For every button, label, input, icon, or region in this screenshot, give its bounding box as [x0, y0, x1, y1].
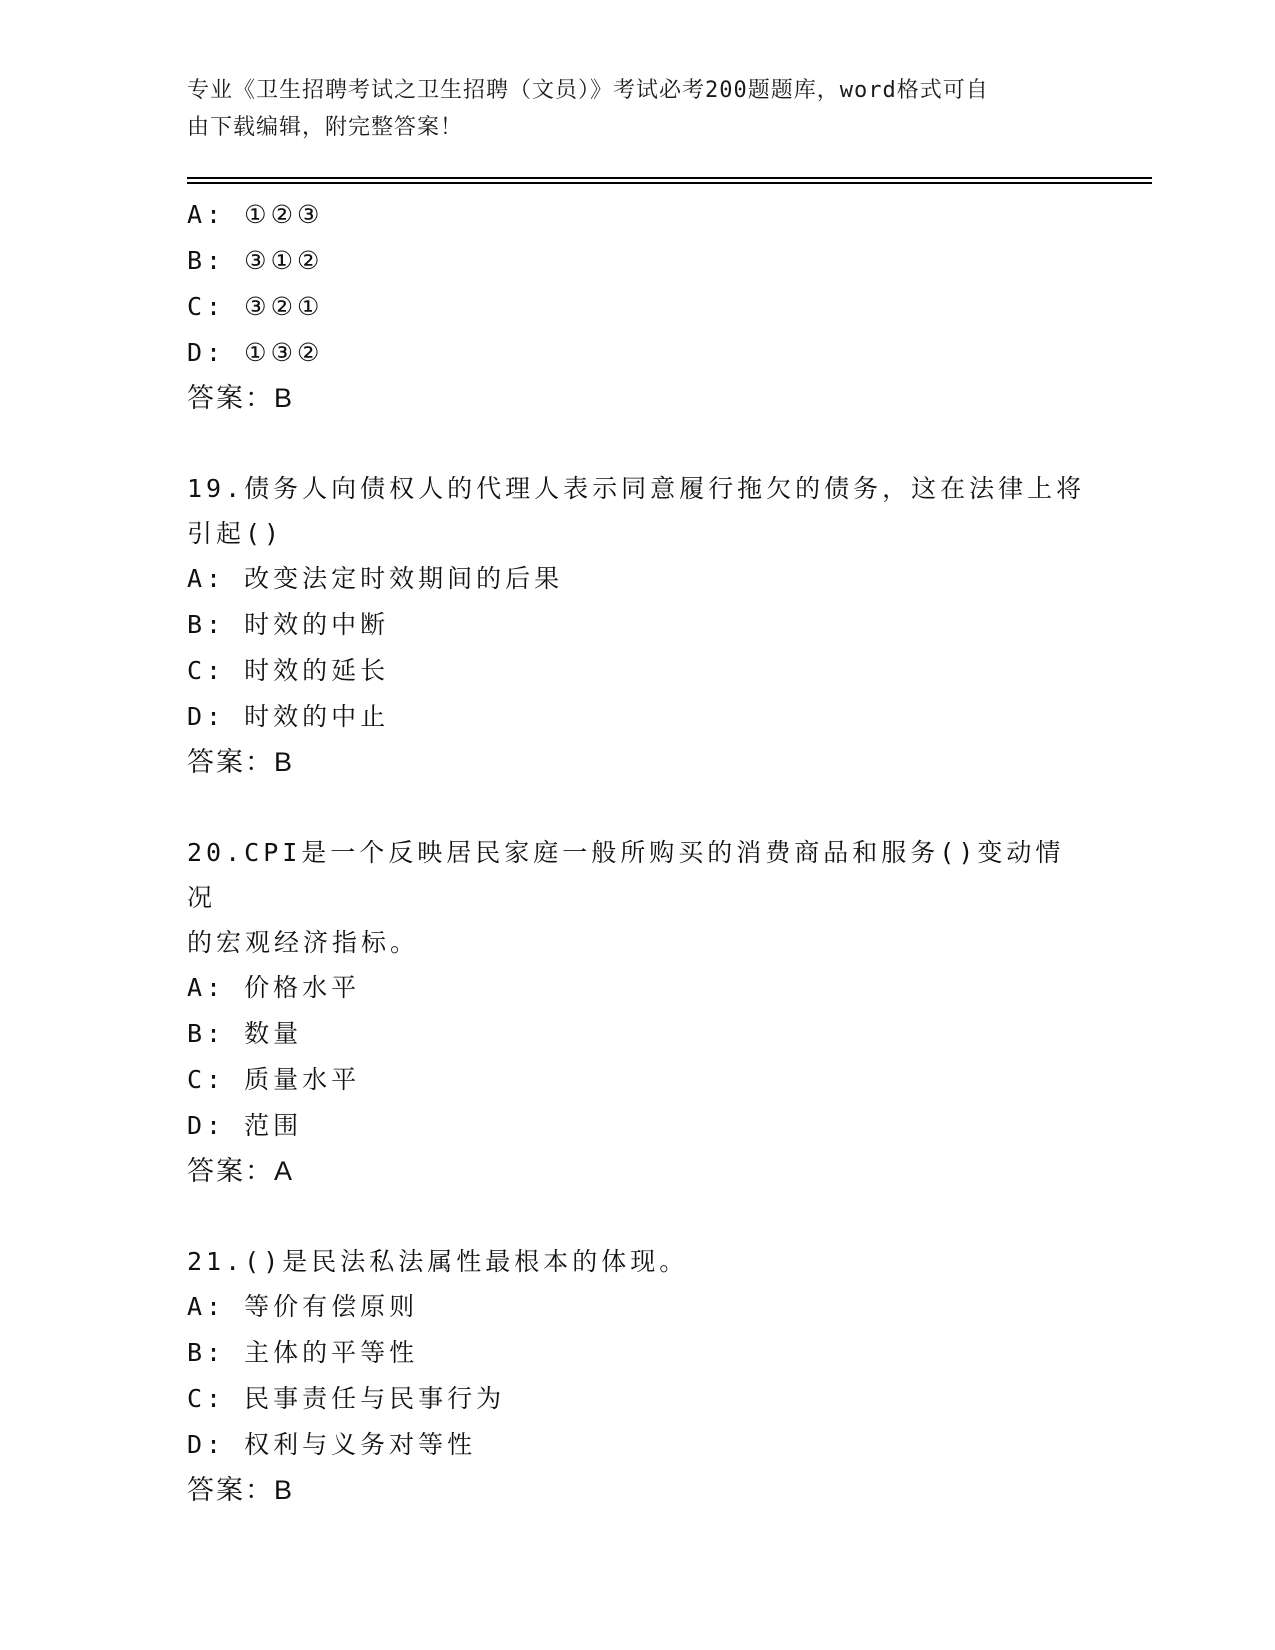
stem-line: 21.()是民法私法属性最根本的体现。: [187, 1247, 689, 1276]
question-list: [187, 192, 1087, 1512]
option-text: 时效的延长: [244, 656, 390, 685]
document-header: [187, 72, 1067, 146]
option-letter: B:: [187, 610, 226, 639]
question-stem: [187, 1239, 1087, 1284]
question-19: [187, 466, 1087, 784]
stem-line: 引起(): [187, 519, 284, 548]
option-text: ①③②: [244, 338, 324, 367]
answer-line: 答案：B: [187, 383, 295, 413]
header-line-2: 由下载编辑，附完整答案！: [187, 115, 464, 140]
option-letter: D:: [187, 1430, 226, 1459]
option-text: 改变法定时效期间的后果: [244, 564, 564, 593]
option-letter: A:: [187, 973, 226, 1002]
stem-line: 的宏观经济指标。: [187, 928, 420, 957]
option-text: 质量水平: [244, 1065, 361, 1094]
option-c: [187, 648, 1087, 694]
answer-line: 答案：A: [187, 1156, 295, 1186]
option-c: [187, 1057, 1087, 1103]
option-letter: A:: [187, 1292, 226, 1321]
question-stem: [187, 466, 1087, 556]
stem-line: 20.CPI是一个反映居民家庭一般所购买的消费商品和服务()变动情况: [187, 838, 1065, 912]
option-letter: B:: [187, 246, 226, 275]
option-text: 价格水平: [244, 973, 361, 1002]
option-b: [187, 602, 1087, 648]
option-letter: B:: [187, 1338, 226, 1367]
option-d: [187, 1422, 1087, 1468]
option-letter: A:: [187, 564, 226, 593]
option-a: [187, 556, 1087, 602]
option-text: ①②③: [244, 200, 324, 229]
option-text: 时效的中断: [244, 610, 390, 639]
option-text: 数量: [244, 1019, 303, 1048]
option-text: 民事责任与民事行为: [244, 1384, 506, 1413]
option-b: [187, 1011, 1087, 1057]
option-d: [187, 694, 1087, 740]
stem-line: 19.债务人向债权人的代理人表示同意履行拖欠的债务，这在法律上将: [187, 474, 1086, 503]
header-line-1: 专业《卫生招聘考试之卫生招聘（文员）》考试必考200题题库，word格式可自: [187, 78, 989, 103]
option-b: [187, 238, 1087, 284]
option-d: [187, 330, 1087, 376]
option-a: [187, 965, 1087, 1011]
option-letter: B:: [187, 1019, 226, 1048]
option-letter: C:: [187, 1384, 226, 1413]
answer-line: 答案：B: [187, 1475, 295, 1505]
option-c: [187, 284, 1087, 330]
question-stem: [187, 830, 1087, 965]
option-text: 主体的平等性: [244, 1338, 419, 1367]
option-text: ③①②: [244, 246, 324, 275]
header-divider-bottom: [187, 182, 1152, 184]
option-text: ③②①: [244, 292, 324, 321]
option-d: [187, 1103, 1087, 1149]
option-a: [187, 192, 1087, 238]
option-letter: D:: [187, 338, 226, 367]
option-c: [187, 1376, 1087, 1422]
option-a: [187, 1284, 1087, 1330]
option-text: 范围: [244, 1111, 303, 1140]
question-20: [187, 830, 1087, 1193]
option-letter: D:: [187, 702, 226, 731]
option-letter: A:: [187, 200, 226, 229]
option-text: 时效的中止: [244, 702, 390, 731]
question-18-continued: [187, 192, 1087, 420]
option-letter: C:: [187, 292, 226, 321]
option-text: 等价有偿原则: [244, 1292, 419, 1321]
option-b: [187, 1330, 1087, 1376]
option-letter: C:: [187, 656, 226, 685]
option-text: 权利与义务对等性: [244, 1430, 477, 1459]
question-21: [187, 1239, 1087, 1512]
option-letter: C:: [187, 1065, 226, 1094]
header-divider-top: [187, 177, 1152, 179]
option-letter: D:: [187, 1111, 226, 1140]
answer-line: 答案：B: [187, 747, 295, 777]
